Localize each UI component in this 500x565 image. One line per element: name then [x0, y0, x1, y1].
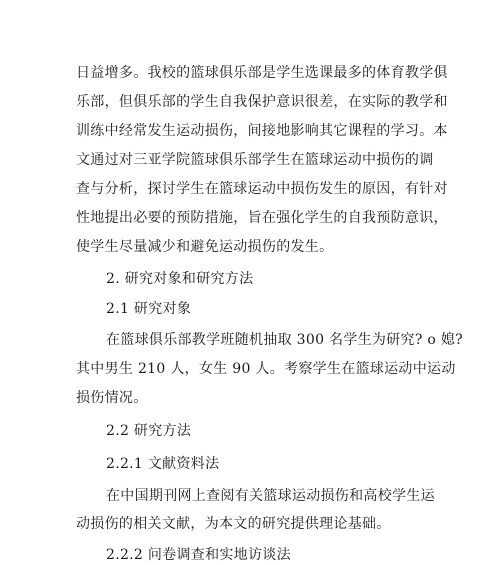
paragraph-2-line-1: 在篮球俱乐部教学班随机抽取 300 名学生为研究? o 媳?: [106, 332, 463, 348]
paragraph-1-line-2: 乐部，但俱乐部的学生自我保护意识很差，在实际的教学和: [76, 94, 448, 110]
paragraph-3-line-2: 动损伤的相关文献，为本文的研究提供理论基础。: [76, 516, 391, 532]
paragraph-2-line-3: 损伤情况。: [76, 390, 148, 406]
paragraph-1-line-5: 查与分析，探讨学生在篮球运动中损伤发生的原因，有针对: [76, 181, 448, 197]
paragraph-1-line-4: 文通过对三亚学院篮球俱乐部学生在篮球运动中损伤的调: [76, 152, 434, 168]
paragraph-1-line-7: 使学生尽量减少和避免运动损伤的发生。: [76, 239, 334, 255]
paragraph-1-line-3: 训练中经常发生运动损伤，间接地影响其它课程的学习。本: [76, 123, 448, 139]
section-heading-2-2-2: 2.2.2 问卷调查和实地访谈法: [106, 547, 291, 563]
paragraph-2-line-2: 其中男生 210 人，女生 90 人。考察学生在篮球运动中运动: [76, 361, 456, 377]
section-heading-2-1: 2.1 研究对象: [106, 301, 192, 317]
section-heading-2-2-1: 2.2.1 文献资料法: [106, 456, 220, 472]
section-heading-2-2: 2.2 研究方法: [106, 423, 192, 439]
paragraph-1-line-1: 日益增多。我校的篮球俱乐部是学生选课最多的体育教学俱: [76, 65, 448, 81]
paragraph-3-line-1: 在中国期刊网上查阅有关篮球运动损伤和高校学生运: [106, 488, 435, 504]
paragraph-1-line-6: 性地提出必要的预防措施，旨在强化学生的自我预防意识，: [76, 210, 448, 226]
section-heading-2: 2. 研究对象和研究方法: [106, 271, 254, 287]
